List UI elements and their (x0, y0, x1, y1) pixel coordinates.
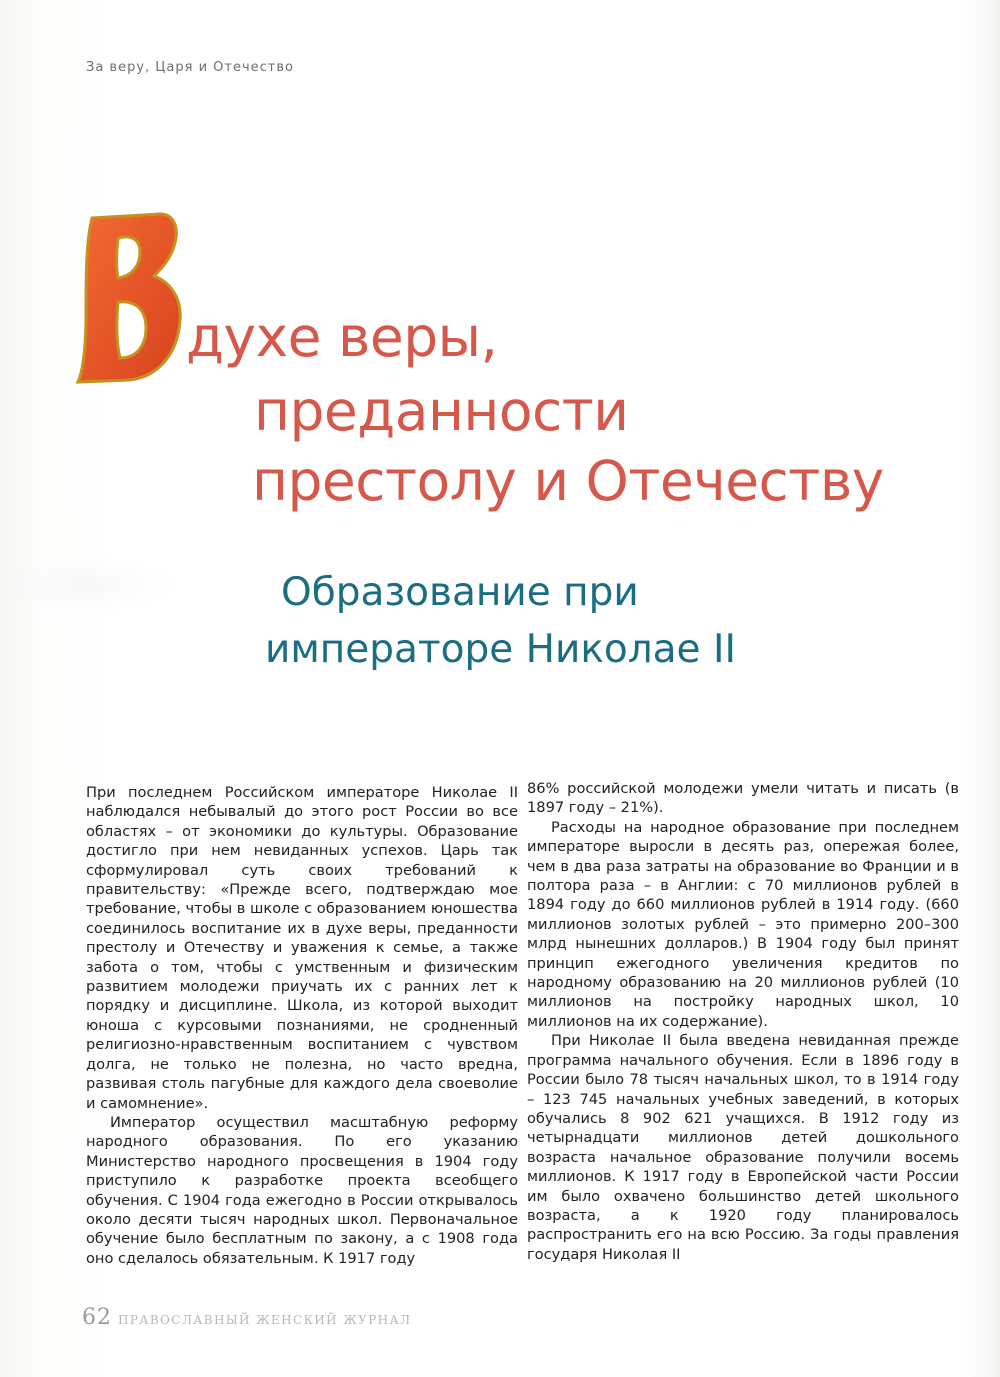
subtitle-line-1: Образование при (281, 570, 639, 615)
page-number: 62 (82, 1305, 112, 1330)
title-line-2: преданности (254, 379, 629, 443)
running-head: За веру, Царя и Отечество (86, 60, 294, 75)
title-line-1: духе веры, (186, 305, 498, 369)
subtitle-line-2: императоре Николае II (265, 627, 736, 672)
body-column-right (527, 779, 959, 1264)
title-line-3: престолу и Отечеству (252, 449, 884, 513)
body-column-left (86, 783, 518, 1268)
paragraph: Император осуществил масштабную реформу народного образования. По его указанию Министерство народного просвещения в 1904 году приступило к разработке проекта всеобщего обучения. С 1904 года ежегодно в России открывалось около десяти тысяч народных школ. Первоначальное обучение было бесплатным по закону, а с 1908 года оно сделалось обязательным. К 1917 году (86, 1113, 518, 1267)
paragraph: При Николае II была введена невиданная прежде программа начального обучения. Если в 1896 году в России было 78 тысяч начальных школ, то в 1914 году – 123 745 начальных учебных заведений, в которых обучались 8 902 621 учащихся. В 1912 году из четырнадцати миллионов детей дошкольного возраста начальное образование получили восемь миллионов. К 1917 году в Европейской части России им было охвачено большинство детей школьного возраста, а к 1920 году планировалось распространить его на всю Россию. За годы правления государя Николая II (527, 1032, 959, 1263)
dropcap-ornament (74, 212, 186, 384)
magazine-name: ПРАВОСЛАВНЫЙ ЖЕНСКИЙ ЖУРНАЛ (118, 1313, 412, 1327)
scan-smudge (0, 555, 180, 615)
paragraph: 86% российской молодежи умели читать и писать (в 1897 году – 21%). (527, 780, 959, 817)
paragraph: При последнем Российском императоре Николае II наблюдался небывалый до этого рост России во все областях – от экономики до культуры. Образование достигло при нем невиданных успехов. Царь так сформулировал суть своих требований к правительству: «Прежде всего, подтверждаю мое требование, чтобы в школе с образованием юношества соединилось воспитание их в духе веры, преданности престолу и Отечеству и уважения к семье, а также забота о том, чтобы с умственным и физическим развитием молодежи приучать их с ранних лет к порядку и дисциплине. Школа, из которой выходит юноша с курсовыми познаниями, не сродненный религиозно-нравственным воспитанием с чувством долга, не только не полезна, но часто вредна, развивая столь пагубные для каждого дела своеволие и самомнение». (86, 784, 518, 1112)
paragraph: Расходы на народное образование при последнем императоре выросли в десять раз, опережая более, чем в два раза затраты на образование во Франции и в полтора раза – в Англии: с 70 миллионов рублей в 1894 году до 660 миллионов рублей в 1914 году. (660 миллионов золотых рублей – это примерно 200–300 млрд нынешних долларов.) В 1904 году был принят принцип ежегодного увеличения кредитов по народному образованию на 20 миллионов рублей (10 миллионов на постройку народных школ, 10 миллионов на их содержание). (527, 818, 959, 1030)
